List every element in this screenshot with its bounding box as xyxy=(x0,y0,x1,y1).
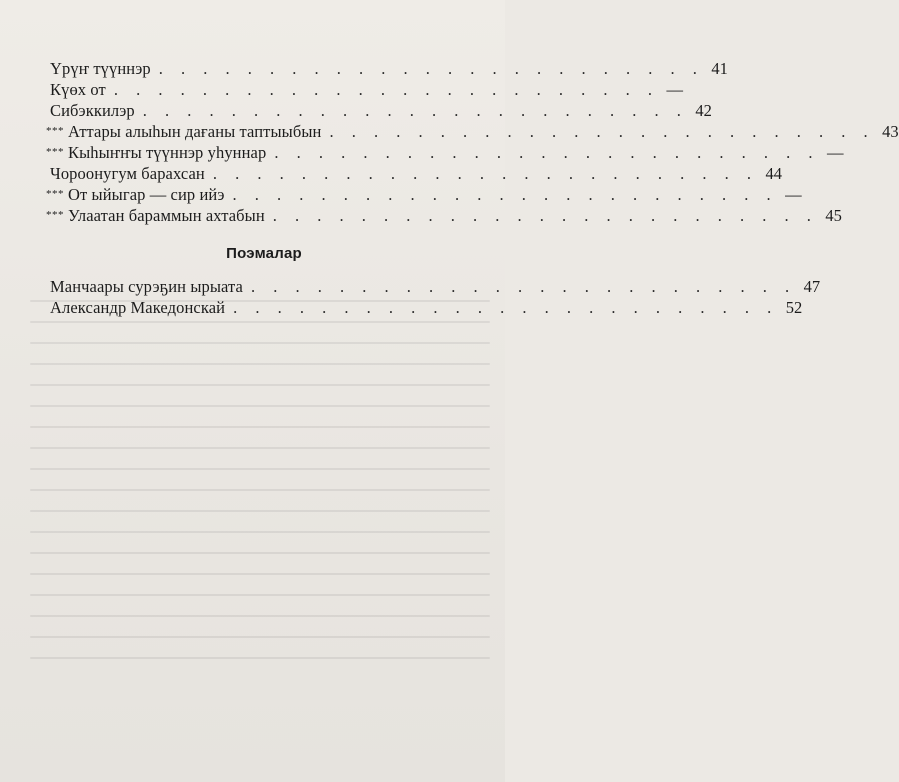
bleed-through-texture xyxy=(30,300,490,720)
toc-entry-page: — xyxy=(826,143,844,162)
toc-entry-title: *** От ыйыгар — сир ийэ xyxy=(46,185,225,204)
toc-entry xyxy=(46,297,803,318)
toc-entry-title: Күөх от xyxy=(50,80,106,99)
section-heading: Поэмалар xyxy=(226,245,302,262)
toc-entry-page: 52 xyxy=(785,298,803,317)
toc-entry xyxy=(46,205,842,226)
toc-entry-title: *** Кыһыҥҥы түүннэр уһуннар xyxy=(46,143,267,162)
toc-entry-title: Чороонугум барахсан xyxy=(50,164,205,183)
toc-entry-page: 41 xyxy=(711,59,728,78)
leader-dots: . . . . . . . . . . . . . . . . . . . . . . . . . xyxy=(212,164,758,183)
toc-entry-title: *** Аттары алыһын дағаны таптыыбын xyxy=(46,122,322,141)
leader-dots: . . . . . . . . . . . . . . . . . . . . . . . . . xyxy=(233,298,779,317)
leader-dots: . . . . . . . . . . . . . . . . . . . . . . . . . xyxy=(272,206,818,225)
toc-entry-title: Сибэккилэр xyxy=(50,101,135,120)
leader-dots: . . . . . . . . . . . . . . . . . . . . . . . . . xyxy=(113,80,659,99)
toc-entry xyxy=(46,58,728,79)
toc-entry-title: Александр Македонскай xyxy=(50,298,226,317)
toc-entry-page: 42 xyxy=(695,101,712,120)
entry-prefix: *** xyxy=(46,209,64,221)
leader-dots: . . . . . . . . . . . . . . . . . . . . . . . . . xyxy=(142,101,688,120)
leader-dots: . . . . . . . . . . . . . . . . . . . . . . . . . xyxy=(329,122,875,141)
toc-entry-page: 45 xyxy=(825,206,842,225)
toc-entry xyxy=(46,163,782,184)
toc-entry xyxy=(46,79,683,100)
entry-prefix: *** xyxy=(46,146,64,158)
leader-dots: . . . . . . . . . . . . . . . . . . . . . . . . . xyxy=(232,185,778,204)
toc-entry xyxy=(46,184,802,205)
toc-entry xyxy=(46,142,844,163)
toc-entry-page: 43 xyxy=(882,122,899,141)
entry-prefix: *** xyxy=(46,188,64,200)
toc-entry xyxy=(46,121,899,142)
leader-dots: . . . . . . . . . . . . . . . . . . . . . . . . . xyxy=(158,59,704,78)
toc-entry-title: *** Улаатан бараммын ахтабын xyxy=(46,206,265,225)
entry-prefix: *** xyxy=(46,125,64,137)
toc-entry-title: Үрүҥ түүннэр xyxy=(50,59,151,78)
table-of-contents xyxy=(46,58,899,318)
toc-entry-title: Манчаары сурэҕин ырыата xyxy=(50,277,243,296)
toc-entry-page: 44 xyxy=(765,164,782,183)
leader-dots: . . . . . . . . . . . . . . . . . . . . . . . . . xyxy=(274,143,820,162)
toc-entry-page: 47 xyxy=(803,277,821,296)
toc-entry-page: — xyxy=(666,80,683,99)
toc-entry-page: — xyxy=(785,185,802,204)
toc-entry xyxy=(46,100,712,121)
leader-dots: . . . . . . . . . . . . . . . . . . . . . . . . . xyxy=(250,277,797,296)
toc-entry xyxy=(46,276,821,297)
